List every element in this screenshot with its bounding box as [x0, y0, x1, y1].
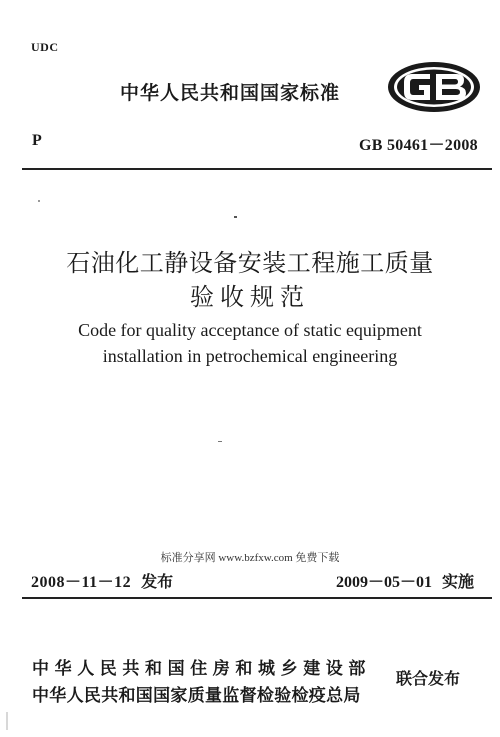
speck-mark: [218, 441, 222, 442]
joint-issue-label: 联合发布: [396, 669, 461, 688]
implementation-date-block: [336, 569, 474, 592]
national-standard-heading: 中华人民共和国国家标准: [120, 82, 341, 104]
implementation-label: 实施: [441, 572, 474, 591]
issue-label: 发布: [141, 572, 174, 591]
title-english-line1: Code for quality acceptance of static equipment: [78, 320, 422, 340]
title-english-line2: installation in petrochemical engineering: [102, 346, 398, 366]
classification-code: P: [32, 132, 42, 149]
issue-date: 2008－11－12: [31, 574, 132, 591]
download-watermark: 标准分享网 www.bzfxw.com 免费下载: [160, 552, 340, 564]
udc-label: UDC: [31, 40, 59, 54]
issue-date-block: [31, 569, 173, 592]
scan-edge-mark: [6, 712, 8, 730]
issuer-aqsiq: 中华人民共和国国家质量监督检验检疫总局: [32, 686, 361, 706]
issuer-ministry-housing: 中华人民共和国住房和城乡建设部: [32, 659, 371, 679]
title-chinese-line1: 石油化工静设备安装工程施工质量: [66, 251, 434, 277]
gb-logo: [386, 60, 482, 114]
implementation-date: 2009－05－01: [335, 574, 432, 591]
speck-mark: [234, 216, 237, 218]
speck-mark: [38, 200, 40, 202]
standard-number: GB 50461－2008: [358, 137, 478, 154]
top-divider: [22, 168, 492, 170]
title-chinese-line2: 验收规范: [190, 285, 310, 311]
bottom-divider: [22, 597, 492, 599]
